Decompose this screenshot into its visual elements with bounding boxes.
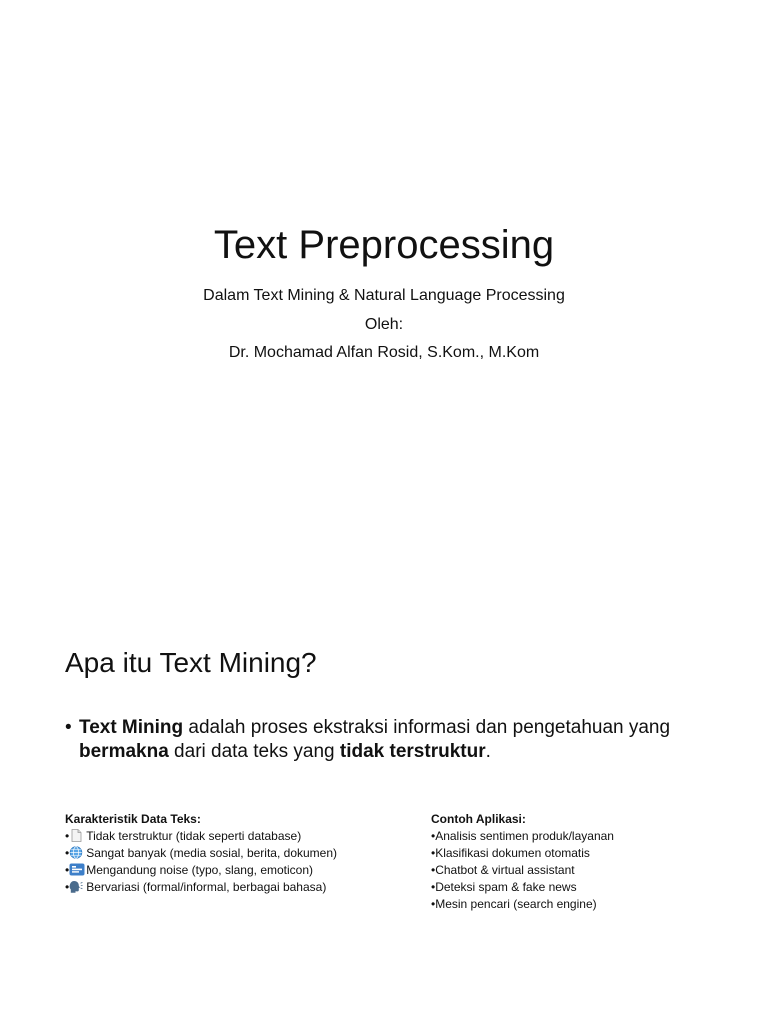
globe-icon — [69, 846, 83, 859]
list-item — [65, 828, 405, 845]
list-item: •Mesin pencari (search engine) — [431, 897, 597, 911]
list-item: •Klasifikasi dokumen otomatis — [431, 846, 590, 860]
list-item: •Deteksi spam & fake news — [431, 880, 577, 894]
applications-title: Contoh Aplikasi: — [431, 812, 526, 826]
speaking-head-icon — [69, 880, 83, 893]
bullet-mark: • — [65, 829, 70, 843]
definition-bullet — [65, 716, 715, 764]
abc-icon — [69, 863, 83, 876]
characteristics-list — [65, 811, 405, 896]
slide-title: Text Preprocessing — [213, 223, 555, 267]
definition-bold-1: bermakna — [79, 741, 169, 762]
list-item-text: Sangat banyak (media sosial, berita, dokumen) — [86, 846, 338, 860]
definition-part-2: dari data teks yang — [168, 741, 340, 762]
slide-heading: Apa itu Text Mining? — [65, 647, 317, 678]
bullet-mark: • — [65, 863, 70, 877]
definition-bold-2: tidak terstruktur — [339, 741, 486, 762]
list-item — [65, 862, 405, 879]
list-item: •Analisis sentimen produk/layanan — [431, 829, 614, 843]
page-icon — [69, 829, 83, 842]
subtitle-line-author: Dr. Mochamad Alfan Rosid, S.Kom., M.Kom — [228, 344, 540, 361]
characteristics-title: Karakteristik Data Teks: — [65, 812, 201, 826]
slide-subtitle — [0, 282, 768, 368]
bullet-mark: • — [65, 846, 70, 860]
content-slide — [0, 576, 768, 1024]
subtitle-line-by: Oleh: — [364, 315, 404, 333]
definition-text — [65, 716, 715, 764]
list-item — [65, 845, 405, 862]
bullet-mark: • — [65, 880, 70, 894]
definition-end: . — [485, 741, 491, 762]
applications-list — [431, 811, 731, 913]
list-item: •Chatbot & virtual assistant — [431, 863, 575, 877]
list-item-text: Mengandung noise (typo, slang, emoticon) — [86, 863, 314, 877]
definition-part-1: adalah proses ekstraksi informasi dan pengetahuan yang — [183, 717, 671, 738]
list-item-text: Bervariasi (formal/informal, berbagai bahasa) — [86, 880, 327, 894]
list-item — [65, 879, 405, 896]
bullet-mark: • — [65, 717, 72, 738]
definition-term: Text Mining — [79, 717, 184, 738]
subtitle-line-course: Dalam Text Mining & Natural Language Processing — [203, 287, 565, 304]
list-item-text: Tidak terstruktur (tidak seperti database) — [86, 829, 302, 843]
